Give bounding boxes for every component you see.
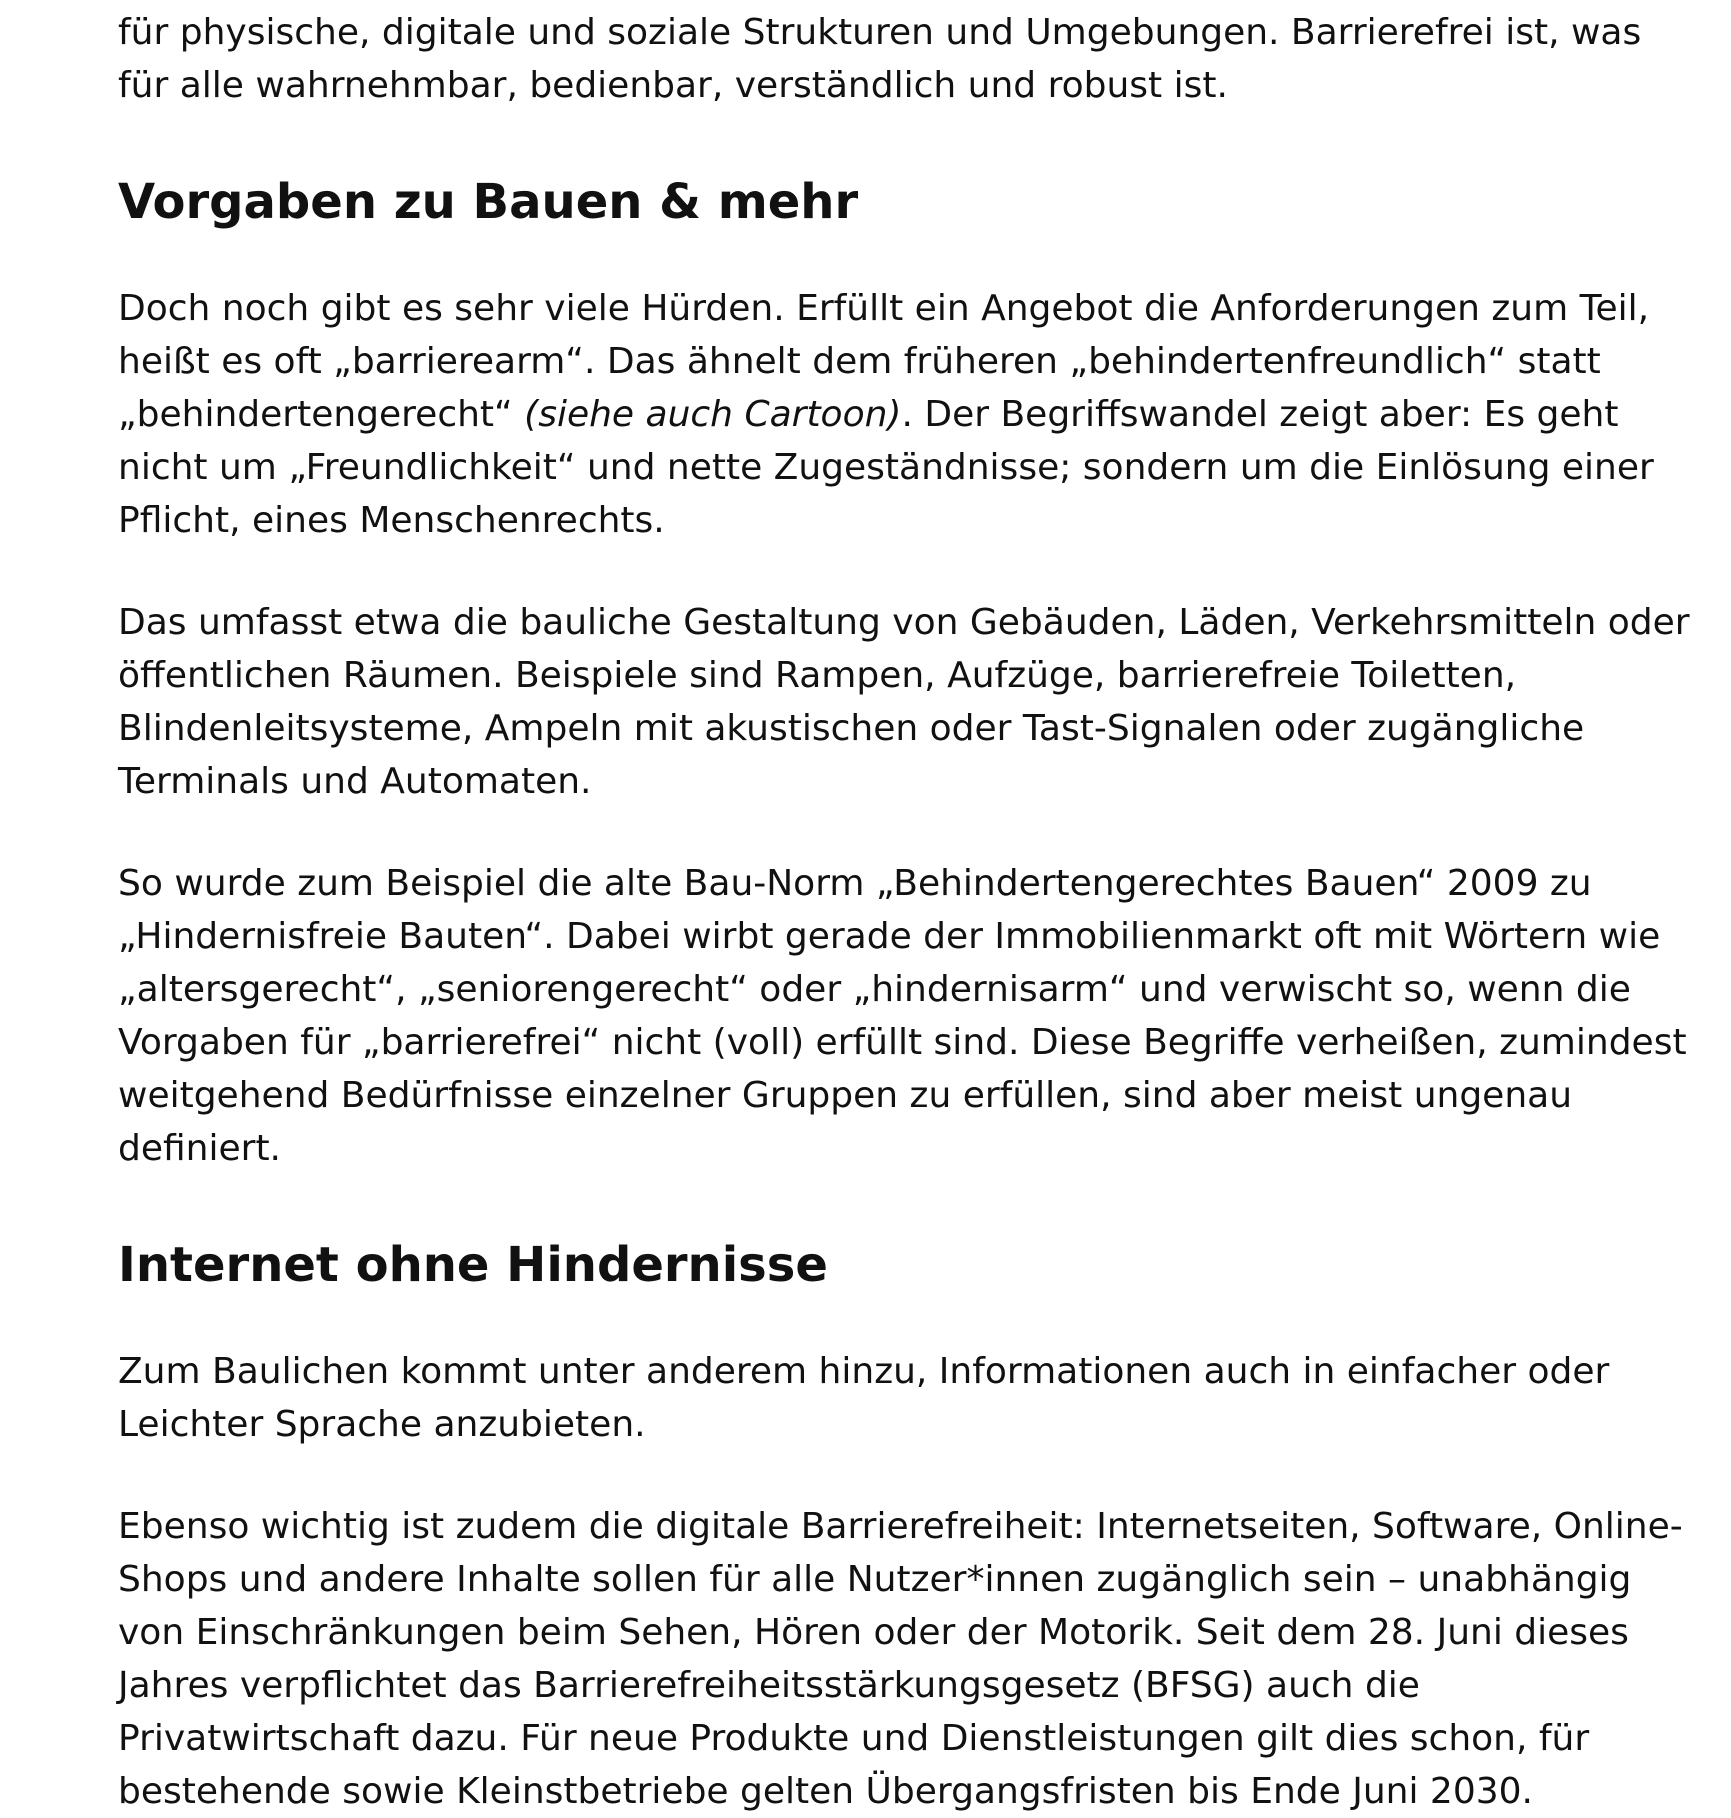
paragraph-huerden	[118, 282, 1698, 547]
paragraph-huerden-text-end: . Der Begriffswandel zeigt aber: Es geht nicht um „Freundlichkeit“ und nette Zugeständnisse; sondern um die Einlösung einer Pflicht, eines Menschenrechts.	[118, 394, 1654, 541]
paragraph-bauliche-gestaltung: Das umfasst etwa die bauliche Gestaltung von Gebäuden, Läden, Verkehrsmitteln oder öffentlichen Räumen. Beispiele sind Rampen, Aufzüge, barrierefreie Toiletten, Blindenleitsysteme, Ampeln mit akustischen oder Tast-Signalen oder zugängliche Terminals und Automaten.	[118, 602, 1690, 802]
article-body	[118, 6, 1698, 1818]
intro-paragraph: für physische, digitale und soziale Strukturen und Umgebungen. Barrierefrei ist, was für alle wahrnehmbar, bedienbar, verständlich und robust ist.	[118, 12, 1642, 106]
section-heading-bauen: Vorgaben zu Bauen & mehr	[118, 174, 859, 230]
paragraph-huerden-text-start: Doch noch gibt es sehr viele Hürden. Erfüllt ein Angebot die Anforderungen zum Teil, heißt es oft „barrierearm“. Das ähnelt dem früheren „behindertenfreundlich“ statt „behindertengerecht“	[118, 288, 1650, 435]
section-heading-internet: Internet ohne Hindernisse	[118, 1237, 828, 1293]
paragraph-leichte-sprache: Zum Baulichen kommt unter anderem hinzu, Informationen auch in einfacher oder Leichter Sprache anzubieten.	[118, 1351, 1610, 1445]
cartoon-reference: (siehe auch Cartoon)	[524, 394, 902, 435]
paragraph-digitale-barrierefreiheit: Ebenso wichtig ist zudem die digitale Barrierefreiheit: Internetseiten, Software, Online-Shops und andere Inhalte sollen für alle Nutzer*innen zugänglich sein – unabhängig von Einschränkungen beim Sehen, Hören oder der Motorik. Seit dem 28. Juni dieses Jahres verpflichtet das Barrierefreiheitsstärkungsgesetz (BFSG) auch die Privatwirtschaft dazu. Für neue Produkte und Dienstleistungen gilt dies schon, für bestehende sowie Kleinstbetriebe gelten Übergangsfristen bis Ende Juni 2030.	[118, 1506, 1683, 1812]
paragraph-bau-norm: So wurde zum Beispiel die alte Bau-Norm „Behindertengerechtes Bauen“ 2009 zu „Hindernisfreie Bauten“. Dabei wirbt gerade der Immobilienmarkt oft mit Wörtern wie „altersgerecht“, „seniorengerecht“ oder „hindernisarm“ und verwischt so, wenn die Vorgaben für „barrierefrei“ nicht (voll) erfüllt sind. Diese Begriffe verheißen, zumindest weitgehend Bedürfnisse einzelner Gruppen zu erfüllen, sind aber meist ungenau definiert.	[118, 863, 1687, 1169]
